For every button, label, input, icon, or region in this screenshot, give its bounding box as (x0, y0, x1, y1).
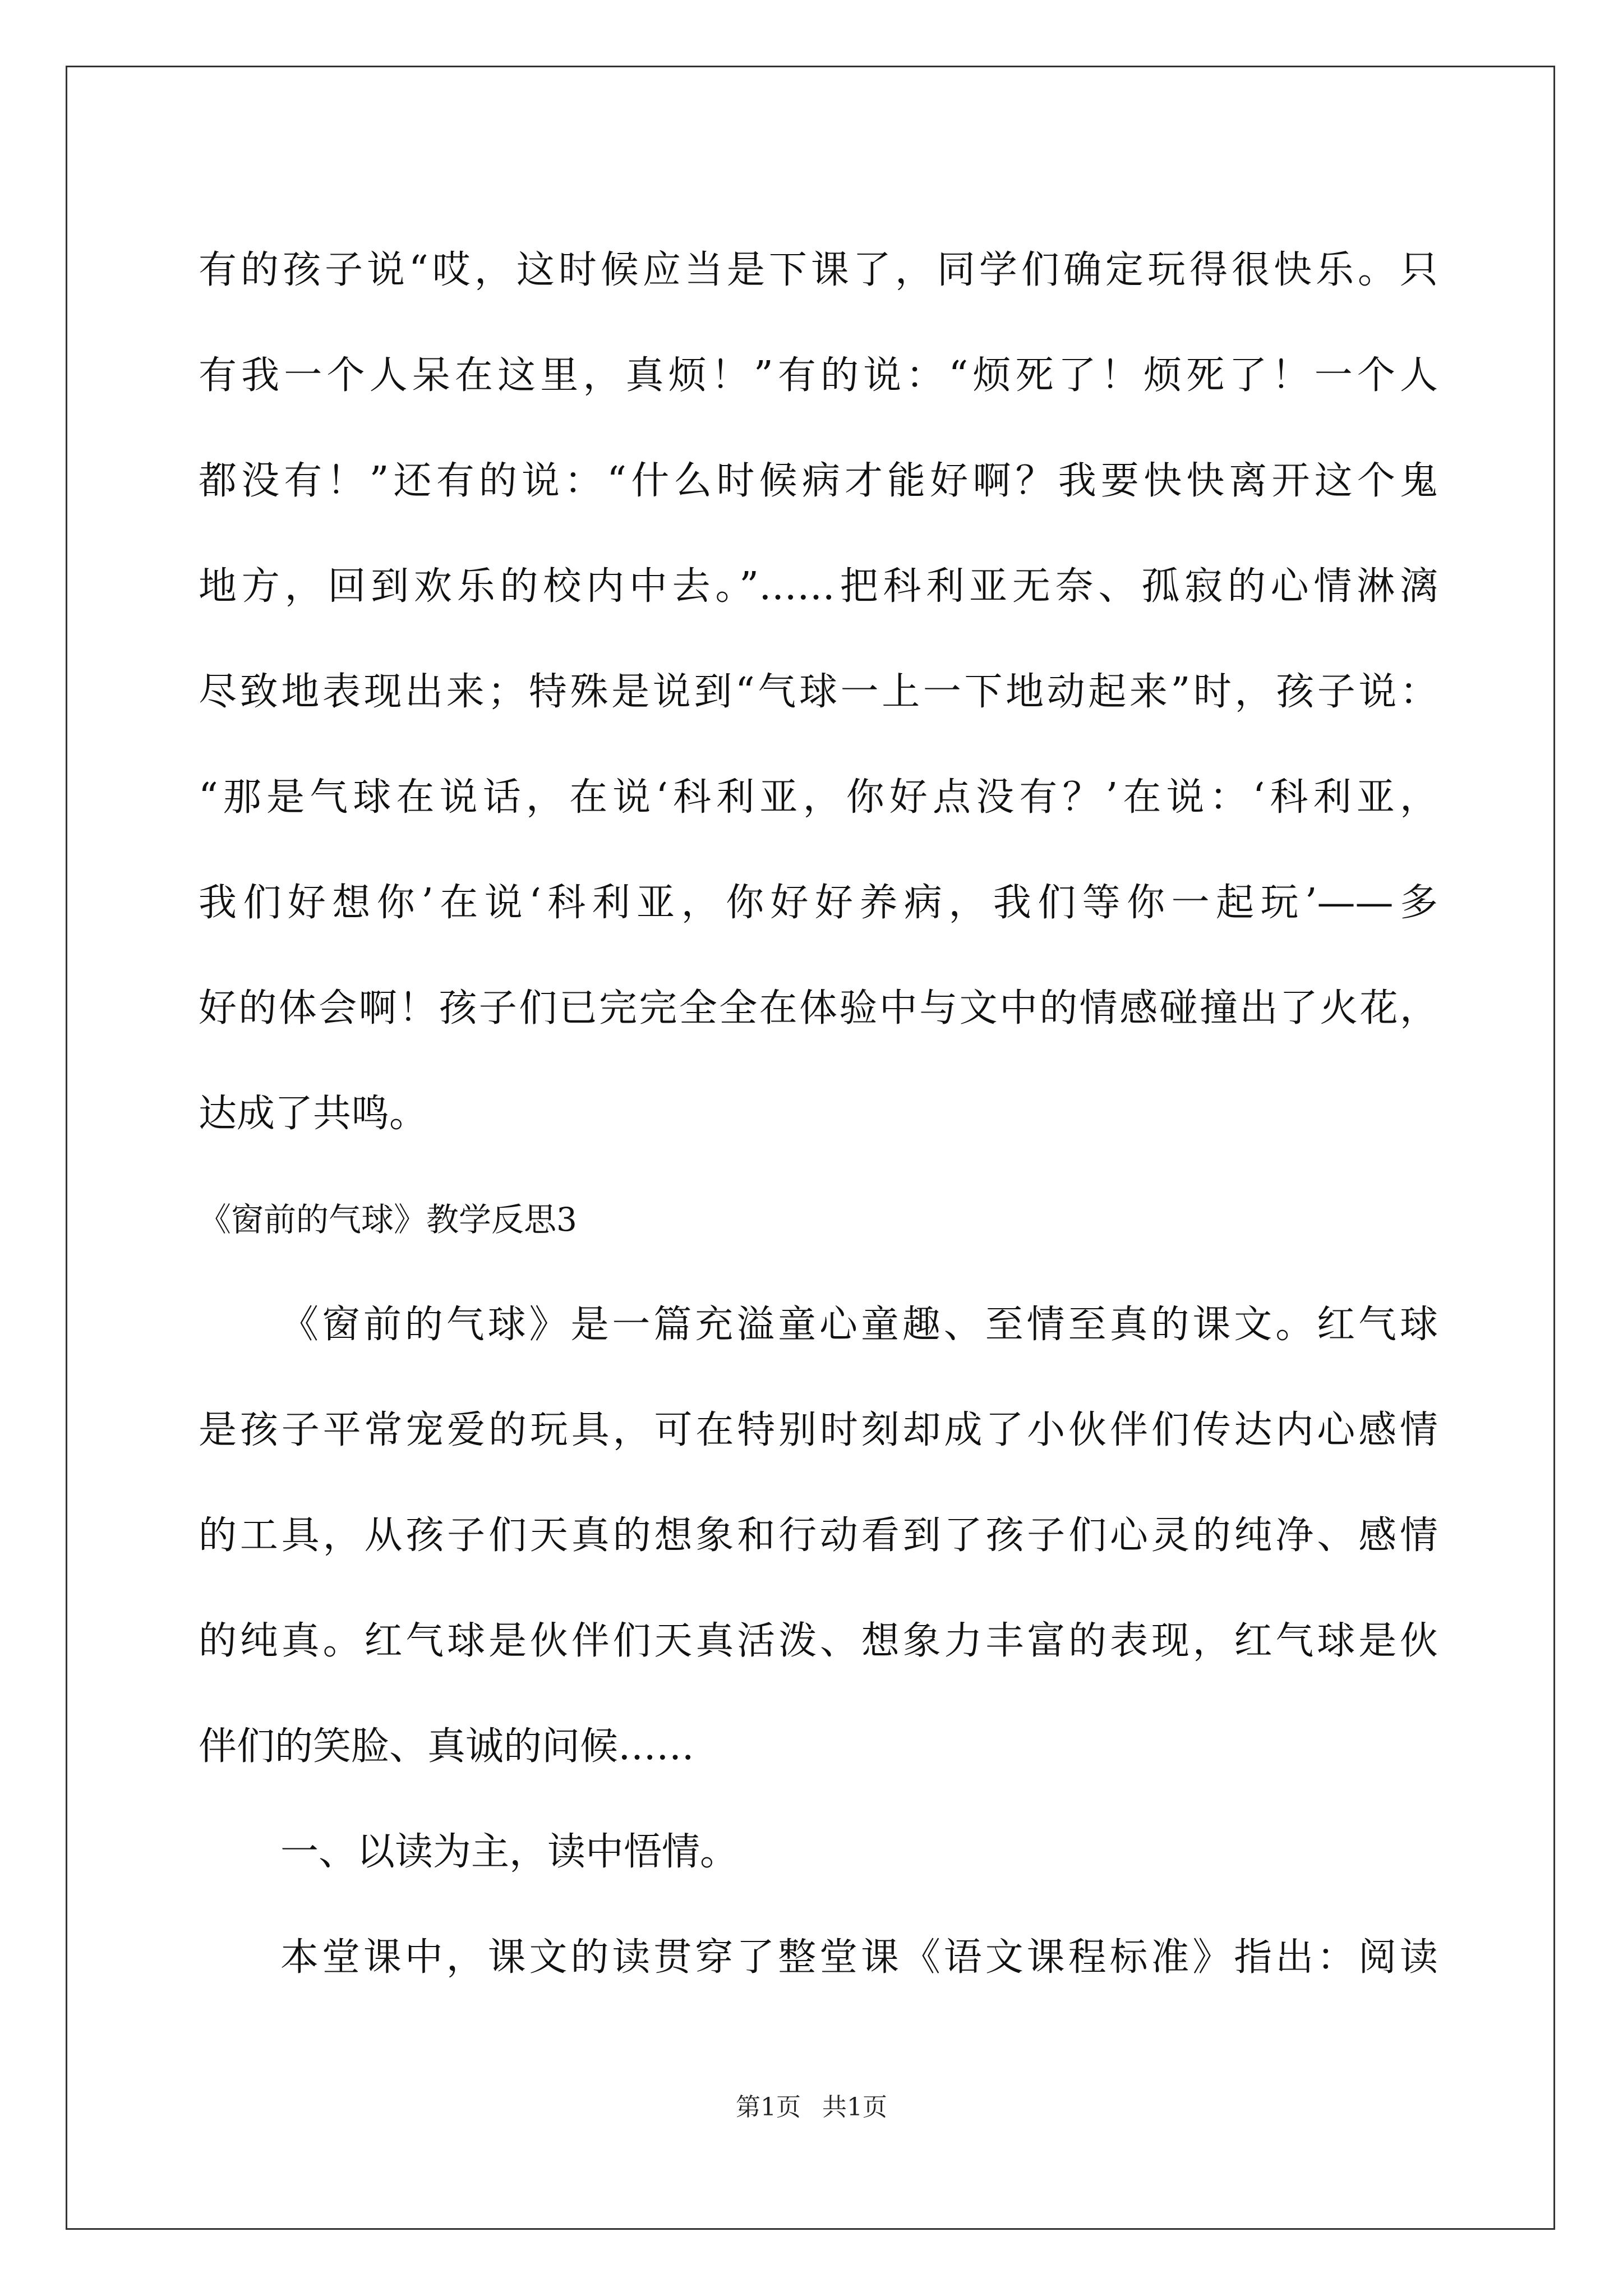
page-number: 第1页 (736, 2093, 801, 2122)
section-title: 《窗前的气球》教学反思3 (199, 1200, 577, 1239)
paragraph-line: 的纯真。红气球是伙伴们天真活泼、想象力丰富的表现，红气球是伙 (199, 1619, 1438, 1663)
body-line: “那是气球在说话，在说‘科利亚，你好点没有？’在说：‘科利亚， (199, 775, 1438, 820)
paragraph-line: 伴们的笑脸、真诚的问候…… (199, 1724, 695, 1769)
body-line: 好的体会啊！孩子们已完完全全在体验中与文中的情感碰撞出了火花， (199, 986, 1438, 1030)
page-total: 共1页 (822, 2093, 887, 2122)
body-line: 达成了共鸣。 (199, 1092, 428, 1136)
paragraph-line: 的工具，从孩子们天真的想象和行动看到了孩子们心灵的纯净、感情 (199, 1513, 1438, 1558)
body-line: 尽致地表现出来；特殊是说到“气球一上一下地动起来”时，孩子说： (199, 670, 1438, 714)
body-line: 我们好想你’在说‘科利亚，你好好养病，我们等你一起玩’——多 (199, 881, 1438, 925)
page-footer (0, 2087, 1623, 2123)
document-body (199, 218, 1438, 2010)
paragraph-line: 是孩子平常宠爱的玩具，可在特别时刻却成了小伙伴们传达内心感情 (199, 1408, 1438, 1452)
body-line: 地方，回到欢乐的校内中去。”……把科利亚无奈、孤寂的心情淋漓 (199, 564, 1438, 609)
body-line: 有的孩子说“哎，这时候应当是下课了，同学们确定玩得很快乐。只 (199, 248, 1438, 292)
body-line: 都没有！”还有的说：“什么时候病才能好啊？我要快快离开这个鬼 (199, 459, 1438, 503)
paragraph-line: 《窗前的气球》是一篇充溢童心童趣、至情至真的课文。红气球 (280, 1303, 1438, 1347)
point-heading: 一、以读为主，读中悟情。 (280, 1830, 739, 1874)
body-line: 有我一个人呆在这里，真烦！”有的说：“烦死了！烦死了！一个人 (199, 353, 1438, 398)
paragraph-line: 本堂课中，课文的读贯穿了整堂课《语文课程标准》指出：阅读 (280, 1935, 1438, 1980)
